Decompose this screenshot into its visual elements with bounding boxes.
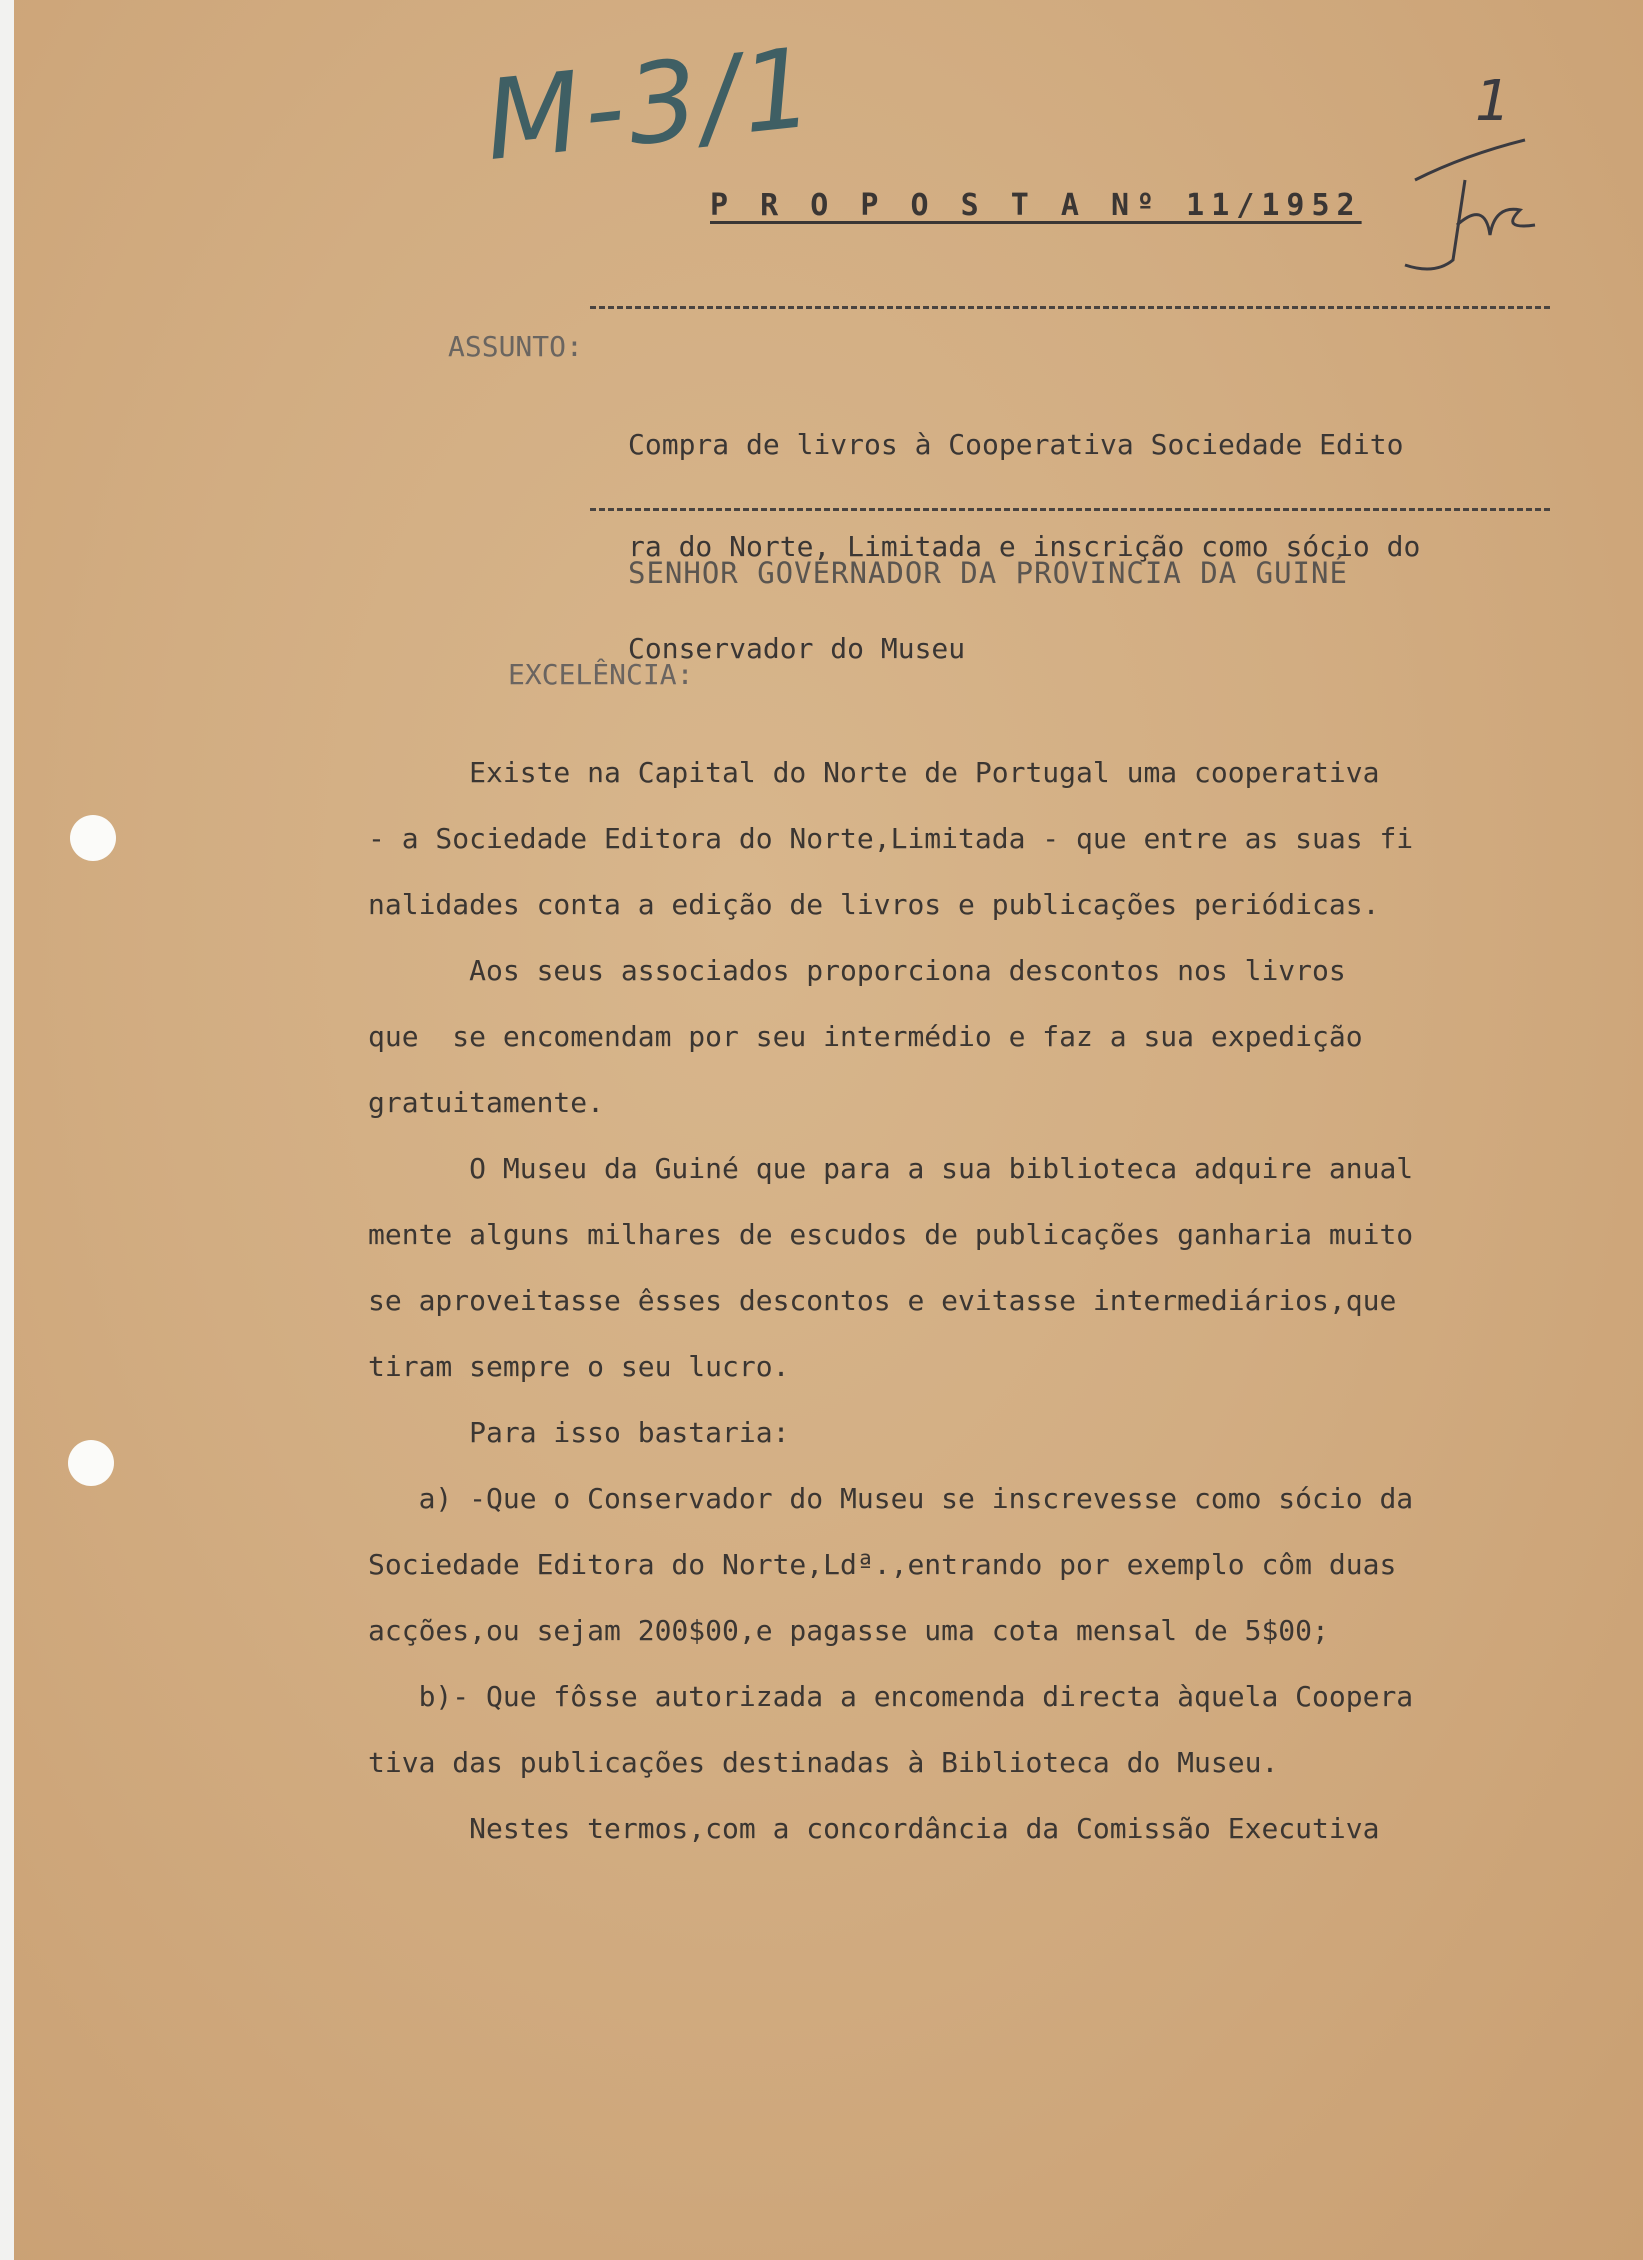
- body-line: Existe na Capital do Norte de Portugal uma cooperativa: [368, 756, 1380, 789]
- handwritten-reference: M-3/1: [479, 23, 823, 185]
- body-line: tiram sempre o seu lucro.: [368, 1350, 790, 1383]
- body-line: Nestes termos,com a concordância da Comissão Executiva: [368, 1812, 1380, 1845]
- body-line: Para isso bastaria:: [368, 1416, 790, 1449]
- body-line: Sociedade Editora do Norte,Ldª.,entrando por exemplo côm duas: [368, 1548, 1397, 1581]
- body-line: - a Sociedade Editora do Norte,Limitada - que entre as suas fi: [368, 822, 1414, 855]
- body-line: tiva das publicações destinadas à Biblioteca do Museu.: [368, 1746, 1279, 1779]
- body-line: b)- Que fôsse autorizada a encomenda directa àquela Coopera: [368, 1680, 1414, 1713]
- subject-label: ASSUNTO:: [448, 330, 583, 363]
- body-line: acções,ou sejam 200$00,e pagasse uma cota mensal de 5$00;: [368, 1614, 1329, 1647]
- body-line: a) -Que o Conservador do Museu se inscrevesse como sócio da: [368, 1482, 1414, 1515]
- addressee: SENHOR GOVERNADOR DA PROVINCIA DA GUINÉ: [628, 556, 1348, 590]
- body-line: O Museu da Guiné que para a sua biblioteca adquire anual: [368, 1152, 1414, 1185]
- punch-hole-bottom: [68, 1440, 114, 1486]
- body-line: que se encomendam por seu intermédio e faz a sua expedição: [368, 1020, 1363, 1053]
- subject-text: [628, 360, 1568, 734]
- body-line: Aos seus associados proporciona descontos nos livros: [368, 954, 1346, 987]
- handwritten-initials: [1395, 60, 1545, 300]
- document-title: P R O P O S T A Nº 11/1952: [710, 188, 1362, 223]
- subject-line: Compra de livros à Cooperativa Sociedade Edito: [628, 428, 1404, 461]
- body-line: se aproveitasse êsses descontos e evitasse intermediários,que: [368, 1284, 1397, 1317]
- body-line: mente alguns milhares de escudos de publicações ganharia muito: [368, 1218, 1414, 1251]
- body-line: nalidades conta a edição de livros e publicações periódicas.: [368, 888, 1380, 921]
- divider-bottom: [590, 508, 1550, 511]
- punch-hole-top: [70, 815, 116, 861]
- page-edge: [0, 0, 14, 2260]
- salutation: EXCELÊNCIA:: [508, 658, 694, 691]
- subject-line: ra do Norte, Limitada e inscrição como sócio do: [628, 530, 1421, 563]
- subject-line: Conservador do Museu: [628, 632, 966, 665]
- divider-top: [590, 306, 1550, 309]
- page-mark: 1: [1475, 69, 1511, 134]
- body-line: gratuitamente.: [368, 1086, 605, 1119]
